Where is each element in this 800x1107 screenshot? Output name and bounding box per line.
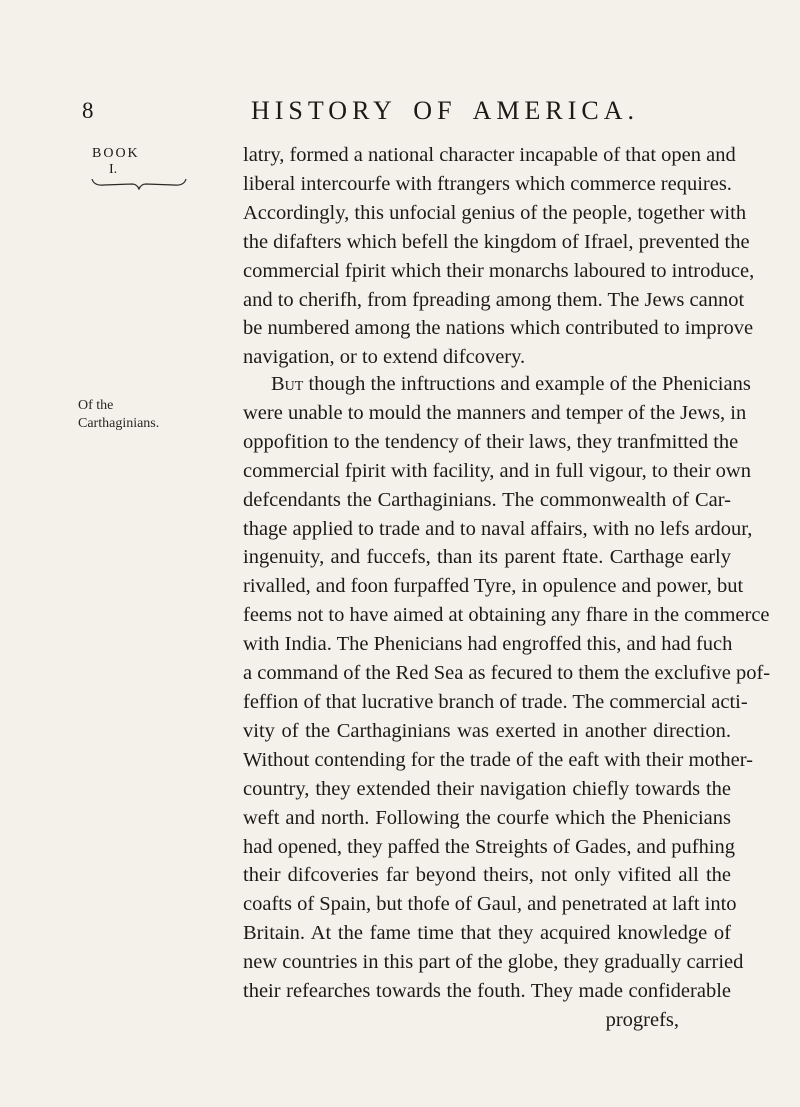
text-line: vity of the Carthaginians was exerted in another direction. (243, 719, 731, 742)
text-line: their difcoveries far beyond theirs, not only vifited all the (243, 864, 731, 887)
page-number: 8 (82, 98, 94, 123)
text-line: feems not to have aimed at obtaining any fhare in the commerce (243, 604, 770, 627)
text-line: oppofition to the tendency of their laws, they tranfmitted the (243, 430, 739, 453)
text-line: Britain. At the fame time that they acquired knowledge of (243, 922, 731, 945)
text-line-first (243, 370, 751, 399)
text-line: new countries in this part of the globe, they gradually carried (243, 951, 744, 974)
text-line: latry, formed a national character incapable of that open and (243, 144, 736, 166)
paragraph-2 (243, 370, 771, 1035)
text-line: had opened, they paffed the Streights of Gades, and pufhing (243, 835, 736, 858)
text-line: thage applied to trade and to naval affairs, with no lefs ardour, (243, 517, 753, 540)
text-line: navigation, or to extend difcovery. (243, 346, 526, 369)
text-line: ingenuity, and fuccefs, than its parent ftate. Carthage early (243, 546, 731, 569)
catchword: progrefs, (605, 1008, 679, 1031)
text-line: the difafters which befell the kingdom of Ifrael, prevented the (243, 230, 750, 253)
text-line: Without contending for the trade of the eaft with their mother- (243, 748, 753, 771)
text-line: coafts of Spain, but thofe of Gaul, and penetrated at laft into (243, 893, 737, 916)
margin-note: Of the Carthaginians. (78, 398, 160, 431)
text-line: commercial fpirit with facility, and in full vigour, to their own (243, 459, 751, 482)
text-line: be numbered among the nations which contributed to improve (243, 317, 754, 340)
text-line: country, they extended their navigation chiefly towards the (243, 777, 731, 800)
brace-ornament (90, 176, 188, 190)
paragraph-lead: But (271, 373, 304, 395)
text-line: and to cherifh, from fpreading among them. The Jews cannot (243, 288, 745, 311)
text-line: their refearches towards the fouth. They made confiderable (243, 980, 731, 1003)
text-line: defcendants the Carthaginians. The commonwealth of Car- (243, 488, 731, 511)
text-line: Accordingly, this unfocial genius of the people, together with (243, 201, 747, 224)
text-line: commercial fpirit which their monarchs laboured to introduce, (243, 259, 755, 282)
text-line: with India. The Phenicians had engroffed this, and had fuch (243, 633, 733, 656)
text-line: rivalled, and foon furpaffed Tyre, in opulence and power, but (243, 575, 744, 598)
first-line-rest: though the inftructions and example of the Phenicians (303, 373, 751, 395)
paragraph-1 (243, 141, 755, 372)
text-line: were unable to mould the manners and temper of the Jews, in (243, 401, 747, 424)
text-line: liberal intercourfe with ftrangers which commerce requires. (243, 172, 732, 195)
book-label: BOOK (92, 146, 140, 161)
running-head: HISTORY OF AMERICA. (251, 96, 639, 125)
text-line: weft and north. Following the courfe which the Phenicians (243, 806, 731, 829)
book-number: I. (109, 162, 118, 177)
text-line: a command of the Red Sea as fecured to them the exclufive pof- (243, 662, 771, 685)
text-line: feffion of that lucrative branch of trade. The commercial acti- (243, 690, 748, 713)
